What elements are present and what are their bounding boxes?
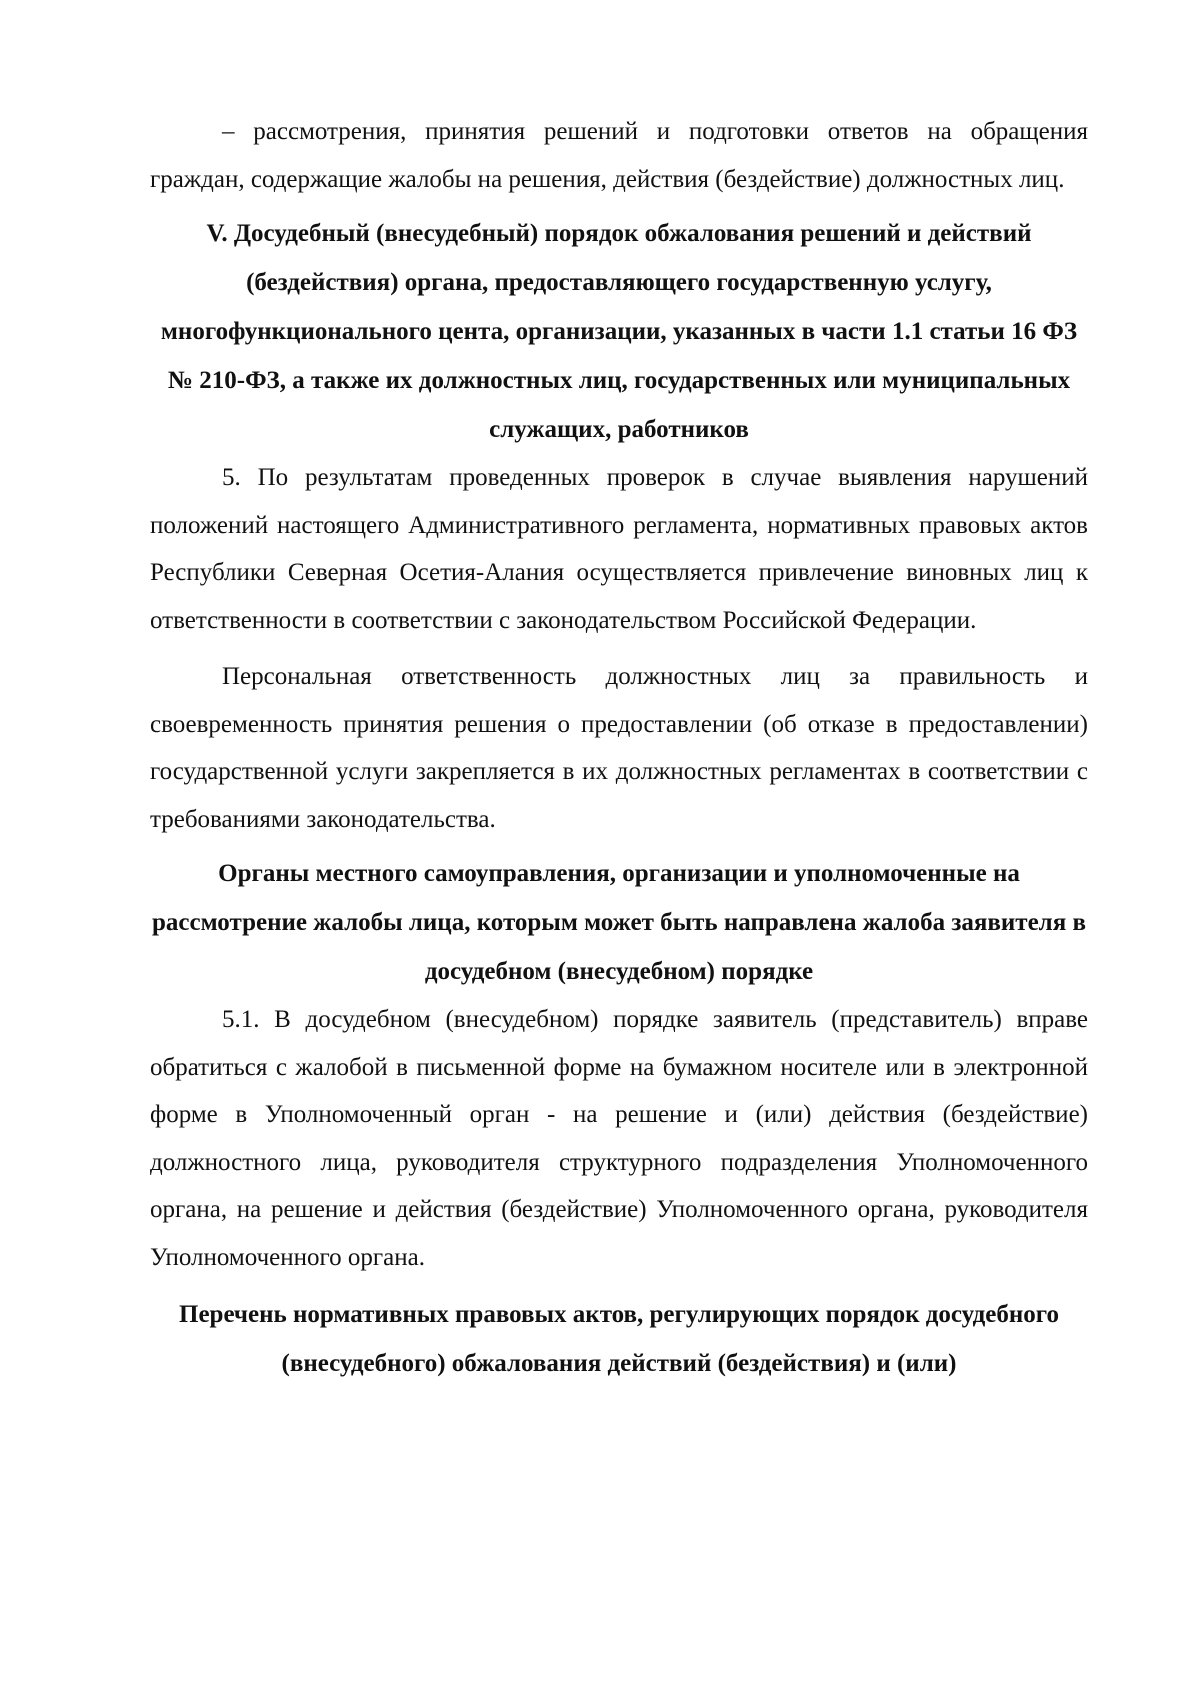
- heading-legal-acts-list: Перечень нормативных правовых актов, регулирующих порядок досудебного (внесудебного) обжалования действий (бездействия) и (или): [179, 1301, 1059, 1377]
- document-page: [150, 108, 1088, 1388]
- paragraph-5: 5. По результатам проведенных проверок в случае выявления нарушений положений настоящего Административного регламента, нормативных правовых актов Республики Северная Осетия-Алания осуществляется привлечение виновных лиц к ответственности в соответствии с законодательством Российской Федерации.: [150, 464, 1088, 634]
- heading-authorities: Органы местного самоуправления, организации и уполномоченные на рассмотрение жалобы лица, которым может быть направлена жалоба заявителя в досудебном (внесудебном) порядке: [152, 860, 1086, 985]
- paragraph-5-1: 5.1. В досудебном (внесудебном) порядке заявитель (представитель) вправе обратиться с жалобой в письменной форме на бумажном носителе или в электронной форме в Уполномоченный орган - на решение и (или) действия (бездействие) должностного лица, руководителя структурного подразделения Уполномоченного органа, на решение и действия (бездействие) Уполномоченного органа, руководителя Уполномоченного органа.: [150, 1006, 1088, 1271]
- paragraph-personal-responsibility: Персональная ответственность должностных лиц за правильность и своевременность принятия решения о предоставлении (об отказе в предоставлении) государственной услуги закрепляется в их должностных регламентах в соответствии с требованиями законодательства.: [150, 663, 1088, 833]
- section-v-heading: V. Досудебный (внесудебный) порядок обжалования решений и действий (бездействия) органа, предоставляющего государственную услугу, многофункционального цента, организации, указанных в части 1.1 статьи 16 ФЗ № 210-ФЗ, а также их должностных лиц, государственных или муниципальных служащих, работников: [160, 220, 1078, 443]
- paragraph-intro: – рассмотрения, принятия решений и подготовки ответов на обращения граждан, содержащие жалобы на решения, действия (бездействие) должностных лиц.: [150, 118, 1088, 193]
